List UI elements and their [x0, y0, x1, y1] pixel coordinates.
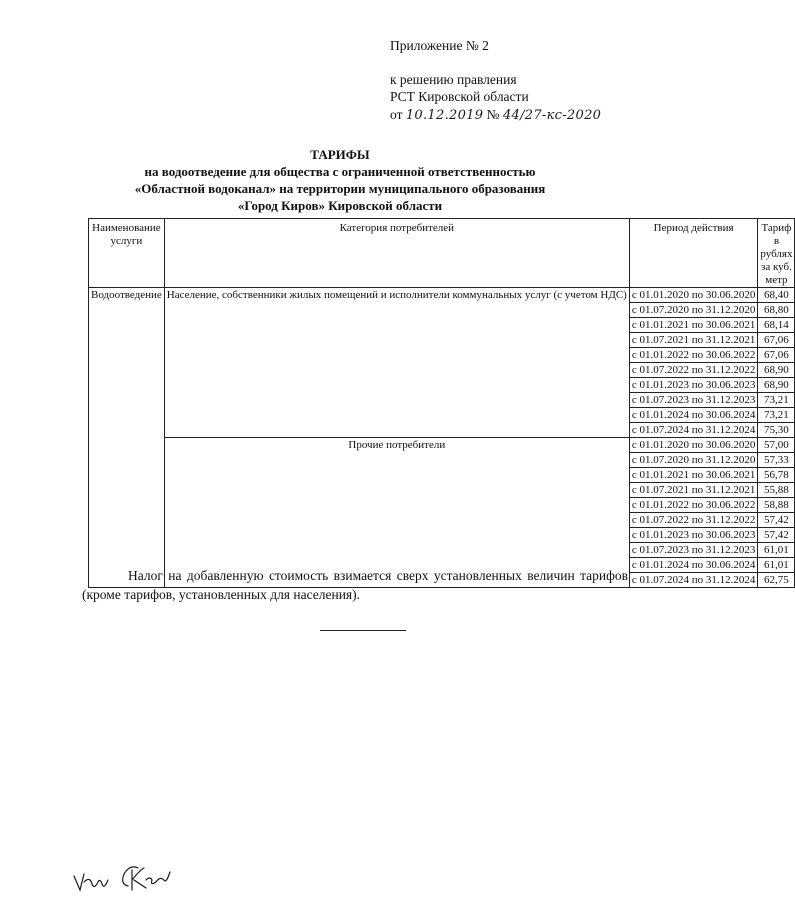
appendix-label: Приложение № 2	[390, 38, 489, 53]
rate-cell: 67,06	[758, 348, 795, 363]
period-cell: с 01.01.2022 по 30.06.2022	[629, 498, 758, 513]
signature-image	[70, 858, 180, 898]
period-cell: с 01.01.2024 по 30.06.2024	[629, 408, 758, 423]
period-cell: с 01.01.2024 по 30.06.2024	[629, 558, 758, 573]
decision-line-2: РСТ Кировской области	[390, 89, 529, 104]
period-cell: с 01.07.2021 по 31.12.2021	[629, 483, 758, 498]
closing-rule	[320, 630, 406, 631]
header-rate: Тариф в рублях за куб. метр	[758, 219, 795, 288]
rate-cell: 68,80	[758, 303, 795, 318]
period-cell: с 01.01.2021 по 30.06.2021	[629, 318, 758, 333]
rate-cell: 75,30	[758, 423, 795, 438]
period-cell: с 01.07.2021 по 31.12.2021	[629, 333, 758, 348]
table-row	[89, 288, 795, 303]
rate-cell: 61,01	[758, 543, 795, 558]
period-cell: с 01.01.2022 по 30.06.2022	[629, 348, 758, 363]
rate-cell: 55,88	[758, 483, 795, 498]
period-cell: с 01.07.2020 по 31.12.2020	[629, 303, 758, 318]
rate-cell: 68,90	[758, 363, 795, 378]
rate-cell: 57,33	[758, 453, 795, 468]
rate-cell: 57,42	[758, 513, 795, 528]
rate-cell: 68,40	[758, 288, 795, 303]
rate-cell: 73,21	[758, 408, 795, 423]
rate-cell: 58,88	[758, 498, 795, 513]
rate-cell: 61,01	[758, 558, 795, 573]
title-line-3: «Город Киров» Кировской области	[237, 198, 443, 213]
title-heading: ТАРИФЫ	[310, 147, 370, 162]
handwritten-date: 10.12.2019	[405, 108, 484, 123]
period-cell: с 01.01.2023 по 30.06.2023	[629, 528, 758, 543]
rate-cell: 73,21	[758, 393, 795, 408]
rate-cell: 57,42	[758, 528, 795, 543]
period-cell: с 01.07.2022 по 31.12.2022	[629, 513, 758, 528]
period-cell: с 01.07.2024 по 31.12.2024	[629, 423, 758, 438]
period-cell: с 01.01.2020 по 30.06.2020	[629, 438, 758, 453]
service-cell: Водоотведение	[89, 288, 165, 588]
period-cell: с 01.01.2021 по 30.06.2021	[629, 468, 758, 483]
decision-line-1: к решению правления	[390, 72, 517, 87]
table-row	[89, 438, 795, 453]
rate-cell: 57,00	[758, 438, 795, 453]
rate-cell: 68,14	[758, 318, 795, 333]
period-cell: с 01.07.2022 по 31.12.2022	[629, 363, 758, 378]
title-line-1: на водоотведение для общества с ограниченной ответственностью	[144, 164, 536, 179]
category-cell: Население, собственники жилых помещений и исполнители коммунальных услуг (с учетом НДС)	[164, 288, 629, 438]
period-cell: с 01.01.2020 по 30.06.2020	[629, 288, 758, 303]
header-service: Наименование услуги	[89, 219, 165, 288]
tax-note: Налог на добавленную стоимость взимается сверх установленных величин тарифов (кроме тарифов, установленных для населения).	[82, 568, 628, 602]
rate-cell: 56,78	[758, 468, 795, 483]
rate-cell: 62,75	[758, 573, 795, 588]
title-line-2: «Областной водоканал» на территории муниципального образования	[134, 181, 546, 196]
header-period: Период действия	[629, 219, 758, 288]
rate-cell: 67,06	[758, 333, 795, 348]
decision-date-number	[390, 107, 601, 124]
number-prefix: №	[486, 107, 500, 122]
period-cell: с 01.07.2024 по 31.12.2024	[629, 573, 758, 588]
header-category: Категория потребителей	[164, 219, 629, 288]
period-cell: с 01.07.2023 по 31.12.2023	[629, 393, 758, 408]
table-header-row	[89, 219, 795, 288]
period-cell: с 01.01.2023 по 30.06.2023	[629, 378, 758, 393]
handwritten-number: 44/27-кс-2020	[502, 108, 602, 123]
category-cell: Прочие потребители	[164, 438, 629, 588]
period-cell: с 01.07.2023 по 31.12.2023	[629, 543, 758, 558]
rate-cell: 68,90	[758, 378, 795, 393]
period-cell: с 01.07.2020 по 31.12.2020	[629, 453, 758, 468]
tariff-table	[88, 218, 795, 588]
from-prefix: от	[390, 107, 403, 122]
